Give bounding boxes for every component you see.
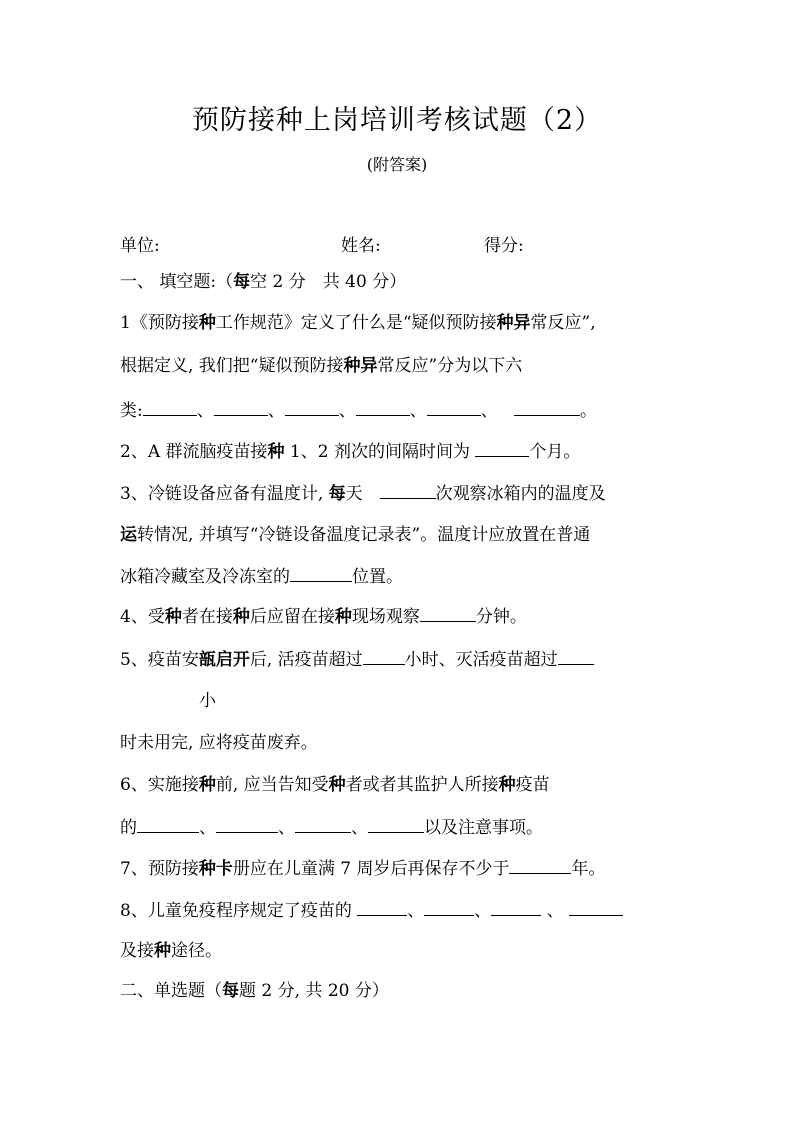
score-label: 得分: <box>484 236 524 256</box>
answer-blank[interactable] <box>214 399 268 416</box>
answer-blank[interactable] <box>569 899 623 916</box>
question-6-line-2: 的 、 、 、 以及注意事项。 <box>120 818 543 838</box>
question-1-line-1: 1《预防接种工作规范》定义了什么是“疑似预防接种异常反应”, <box>120 313 596 333</box>
question-1-line-2: 根据定义, 我们把“疑似预防接种异常反应”分为以下六 <box>120 356 523 376</box>
answer-blank[interactable] <box>427 399 481 416</box>
question-3-line-1: 3、冷链设备应备有温度计, 每天 次观察冰箱内的温度及 <box>120 484 606 504</box>
answer-blank[interactable] <box>420 605 476 622</box>
question-5-line-1: 5、疫苗安瓿启开后, 活疫苗超过 小时、灭活疫苗超过 <box>120 648 594 671</box>
answer-blank[interactable] <box>143 399 197 416</box>
question-1-line-3: 类: 、 、 、 、 、 。 <box>120 401 597 421</box>
question-3-line-3: 冰箱冷藏室及冷冻室的 位置。 <box>120 567 403 587</box>
question-3-line-2: 运转情况, 并填写“冷链设备温度记录表”。温度计应放置在普通 <box>120 525 591 545</box>
question-7: 7、预防接种卡册应在儿童满 7 周岁后再保存不少于 年。 <box>120 859 606 879</box>
question-8-line-1: 8、儿童免疫程序规定了疫苗的 、 、 、 <box>120 899 623 922</box>
question-4: 4、受种者在接种后应留在接种现场观察 分钟。 <box>120 607 527 627</box>
question-8-line-2: 及接种途径。 <box>120 941 222 961</box>
answer-blank[interactable] <box>475 440 529 457</box>
answer-blank[interactable] <box>363 648 405 665</box>
answer-blank[interactable] <box>368 816 424 833</box>
answer-blank[interactable] <box>285 399 339 416</box>
answer-blank[interactable] <box>357 899 407 916</box>
answer-blank[interactable] <box>380 482 436 499</box>
question-5-line-2: 小 <box>199 691 216 711</box>
answer-blank[interactable] <box>424 899 474 916</box>
section-2-heading: 二、单选题（每题 2 分, 共 20 分） <box>120 981 389 1001</box>
answer-blank[interactable] <box>137 816 199 833</box>
question-6-line-1: 6、实施接种前, 应当告知受种者或者其监护人所接种疫苗 <box>120 775 550 795</box>
answer-blank[interactable] <box>491 899 541 916</box>
document-title: 预防接种上岗培训考核试题（2） <box>191 105 603 136</box>
answer-blank[interactable] <box>290 565 352 582</box>
answer-blank[interactable] <box>509 857 571 874</box>
answer-blank[interactable] <box>216 816 278 833</box>
answer-blank[interactable] <box>558 648 594 665</box>
answer-blank[interactable] <box>356 399 410 416</box>
unit-label: 单位: <box>120 236 160 256</box>
section-1-heading: 一、 填空题:（每空 2 分 共 40 分） <box>120 272 407 292</box>
question-5-line-3: 时未用完, 应将疫苗废弃。 <box>120 733 318 753</box>
document-subtitle: (附答案) <box>366 155 428 174</box>
name-label: 姓名: <box>341 236 381 256</box>
answer-blank[interactable] <box>295 816 351 833</box>
answer-blank[interactable] <box>514 399 580 416</box>
question-2: 2、A 群流脑疫苗接种 1、2 剂次的间隔时间为 个月。 <box>120 442 581 462</box>
